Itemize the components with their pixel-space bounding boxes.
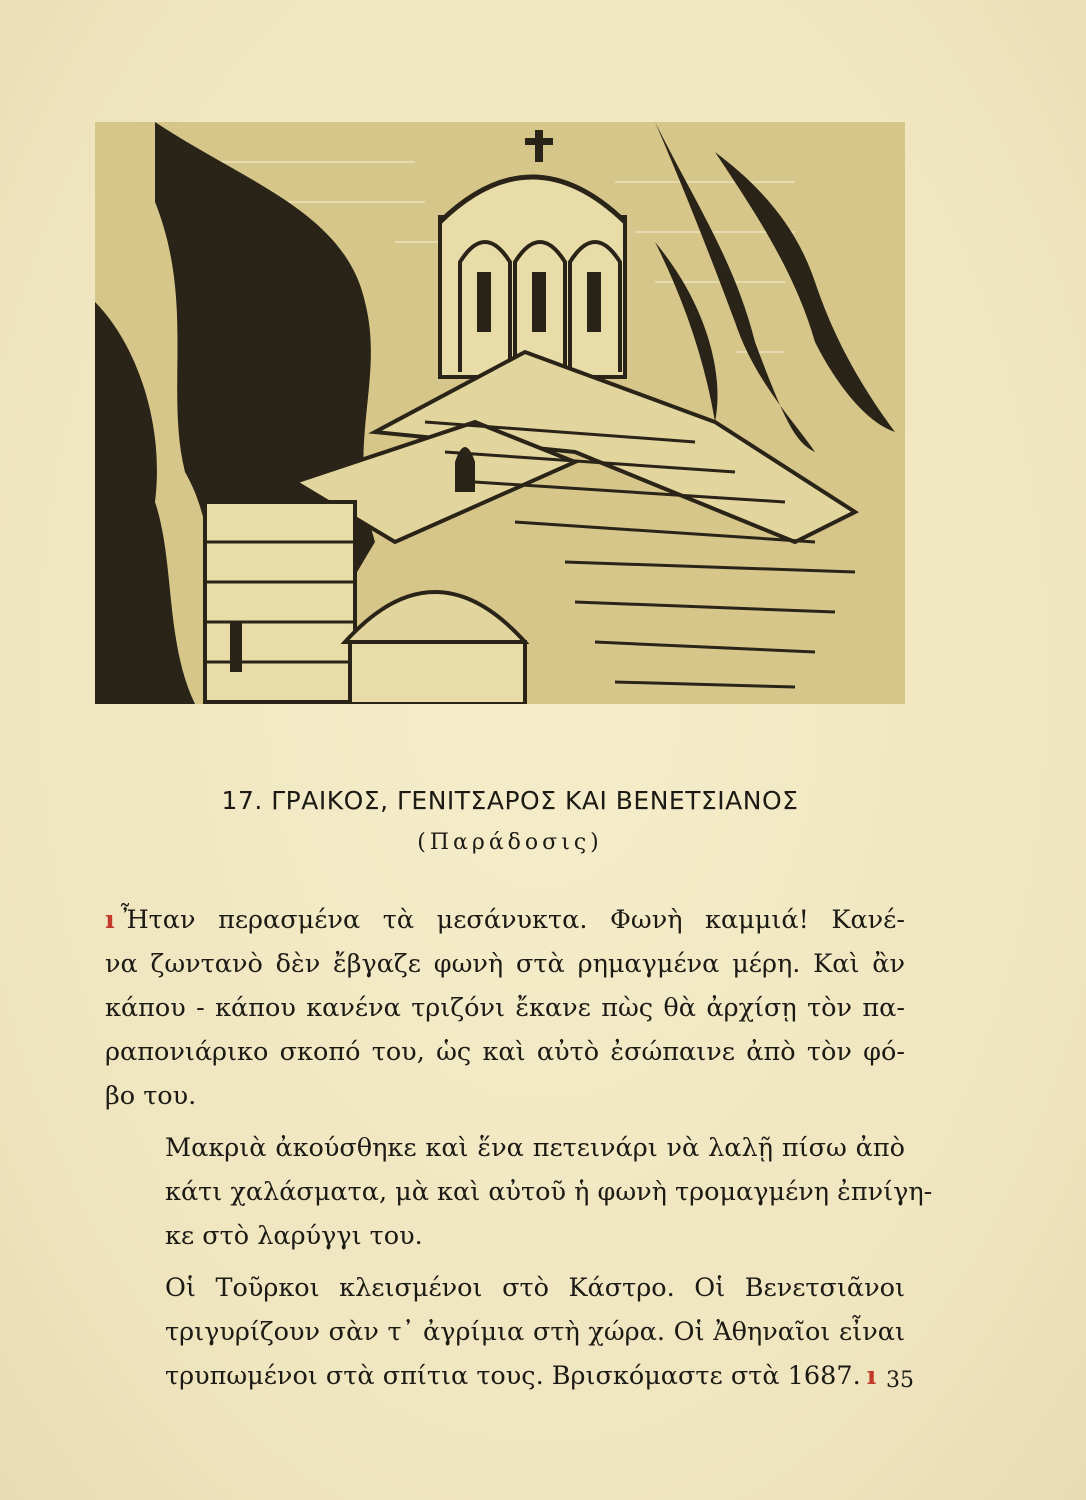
paragraph-1 — [105, 898, 905, 1118]
start-mark: ı — [105, 905, 115, 935]
text-line: ραπονιάρικο σκοπό του, ὡς καὶ αὐτὸ ἐσώπαινε ἀπὸ τὸν φό- — [105, 1037, 905, 1067]
paragraph-2 — [105, 1126, 933, 1258]
chapter-subtitle: (Παράδοσις) — [417, 830, 603, 855]
body-text — [105, 898, 933, 1398]
text-line: κάτι χαλάσματα, μὰ καὶ αὐτοῦ ἡ φωνὴ τρομαγμένη ἐπνίγη- — [165, 1177, 933, 1207]
church-with-cypress-trees-icon — [95, 122, 905, 704]
text-line: Οἱ Τοῦρκοι κλεισμένοι στὸ Κάστρο. Οἱ Βενετσιᾶνοι — [165, 1273, 905, 1303]
chapter-title: 17. ΓΡΑΙΚΟΣ, ΓΕΝΙΤΣΑΡΟΣ ΚΑΙ ΒΕΝΕΤΣΙΑΝΟΣ — [221, 786, 799, 815]
text-line: βο του. — [105, 1081, 197, 1111]
text-line: τρυπωμένοι στὰ σπίτια τους. Βρισκόμαστε στὰ 1687. ı — [165, 1361, 877, 1391]
text-line: κάπου - κάπου κανένα τριζόνι ἔκανε πὼς θὰ ἀρχίσῃ τὸν πα- — [105, 993, 905, 1023]
text-line: ı Ἦταν περασμένα τὰ μεσάνυκτα. Φωνὴ καμμιά! Κανέ- — [105, 905, 905, 935]
page-number: 35 — [886, 1368, 914, 1393]
paragraph-3 — [105, 1266, 905, 1398]
text-line: κε στὸ λαρύγγι του. — [165, 1221, 423, 1251]
end-mark: ı — [866, 1361, 877, 1391]
text-line: Μακριὰ ἀκούσθηκε καὶ ἕνα πετεινάρι νὰ λαλῇ πίσω ἀπὸ — [165, 1133, 905, 1163]
text-line: τριγυρίζουν σὰν τ᾽ ἀγρίμια στὴ χώρα. Οἱ Ἀθηναῖοι εἶναι — [165, 1317, 905, 1347]
church-illustration — [95, 122, 905, 704]
text-line: να ζωντανὸ δὲν ἔβγαζε φωνὴ στὰ ρημαγμένα μέρη. Καὶ ἂν — [105, 949, 905, 979]
